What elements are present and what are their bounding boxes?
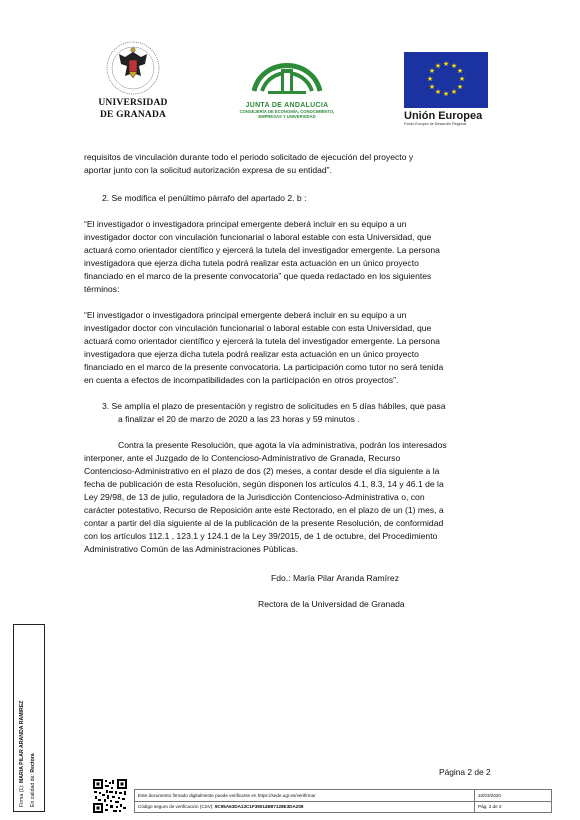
ugr-name-line2: DE GRANADA (99, 110, 167, 120)
final-paragraph-line: Administrativo Común de las Administraciones Públicas. (84, 544, 298, 554)
quote-1-line: actuará como orientador científico y ejercerá la tutela del investigador emergente. La persona (84, 245, 440, 255)
final-paragraph-line: Ley 29/98, de 13 de julio, reguladora de la Jurisdicción Contencioso-Administrativa o, con (84, 492, 425, 502)
svg-text:★: ★ (458, 75, 466, 83)
calidad-line (30, 753, 36, 807)
svg-text:★: ★ (428, 67, 436, 75)
verification-footer (134, 789, 552, 813)
final-paragraph-line: interponer, ante el Juzgado de lo Contencioso-Administrativo de Granada, Recurso (84, 453, 401, 463)
final-paragraph-line: Contencioso-Administrativo en el plazo de dos (2) meses, a contar desde el día siguiente a la (84, 466, 440, 476)
quote-1-line: investigadora que ejerza dicha tutela podrá realizar esta actuación en un único proyecto (84, 258, 419, 268)
quote-2-line: investigadora que ejerza dicha tutela podrá realizar esta actuación en un único proyecto (84, 349, 419, 359)
final-paragraph-line: carácter potestativo, Recurso de Reposición ante este Rectorado, en el plazo de un (1) mes, a (84, 505, 444, 515)
signature-role: Rectora de la Universidad de Granada (258, 599, 405, 609)
quote-1-line: “El investigador o investigadora principal emergente deberá incluir en su equipo a un (84, 219, 407, 229)
csv-value: 9C95A63DA13C1F39014B87128E3DA208 (214, 804, 304, 809)
quote-1-line: términos: (84, 284, 120, 294)
verify-text: Este documento firmado digitalmente puede verificarse en https://sede.ugr.es/verifirma/ (135, 790, 475, 801)
signature-side-stamp (13, 624, 45, 812)
svg-text:★: ★ (442, 90, 450, 98)
final-paragraph-line: fecha de publicación de esta Resolución, según disponen los artículos 4.1, 8.3, 14 y 46.1 de la (84, 479, 444, 489)
junta-andalucia-logo (232, 51, 342, 125)
firma-name: MARIA PILAR ARANDA RAMIREZ (19, 700, 25, 784)
eu-subtitle: Fondo Europeo de Desarrollo Regional (404, 122, 467, 126)
svg-text:★: ★ (450, 88, 458, 96)
page-number: Página 2 de 2 (439, 767, 491, 777)
eu-title: Unión Europea (404, 110, 483, 122)
quote-1-line: financiado en el marco de la presente convocatoria” que queda redactado en los siguientes (84, 271, 432, 281)
quote-2-line: en cuenta a efectos de incompatibilidades con la participación en otros proyectos”. (84, 375, 399, 385)
svg-text:★: ★ (442, 60, 450, 68)
quote-2-line: “El investigador o investigadora principal emergente deberá incluir en su equipo a un (84, 310, 407, 320)
eu-logo (404, 52, 490, 132)
ugr-name-line1: UNIVERSIDAD (98, 98, 168, 108)
svg-text:★: ★ (428, 83, 436, 91)
final-paragraph-line: con los artículos 112.1 , 123.1 y 124.1 de la Ley 39/2015, de 1 de octubre, del Procedimiento (84, 531, 438, 541)
svg-text:★: ★ (426, 75, 434, 83)
final-paragraph-line: contar a partir del día siguiente al de la publicación de la presente Resolución, de conformidad (84, 518, 444, 528)
junta-emblem-icon (248, 51, 326, 99)
item-2-heading: 2. Se modifica el penúltimo párrafo del apartado 2. b : (102, 193, 307, 203)
firma-label: Firma (1): (19, 784, 25, 807)
svg-text:★: ★ (456, 83, 464, 91)
paragraph-0-line2: aportar junto con la solicitud autorización expresa de su entidad”. (84, 165, 332, 175)
svg-text:★: ★ (456, 67, 464, 75)
signature-name: Fdo.: María Pilar Aranda Ramírez (271, 573, 399, 583)
footer-page: Pág. 2 de 2 (478, 804, 502, 809)
svg-text:★: ★ (434, 88, 442, 96)
svg-text:★: ★ (434, 62, 442, 70)
footer-date: 10/03/2020 (478, 793, 501, 798)
final-paragraph-line: Contra la presente Resolución, que agota la vía administrativa, podrán los interesados (118, 440, 447, 450)
footer-row (135, 801, 551, 812)
calidad-value: Rectora (30, 753, 36, 773)
paragraph-0-line1: requisitos de vinculación durante todo el periodo solicitado de ejecución del proyecto y (84, 152, 414, 162)
junta-title: JUNTA DE ANDALUCIA (245, 102, 329, 109)
item-3-line1: 3. Se amplía el plazo de presentación y registro de solicitudes en 5 días hábiles, que pasa (102, 401, 446, 411)
quote-2-line: financiado en el marco de la presente convocatoria. La participación como tutor no será tenida (84, 362, 444, 372)
calidad-label: En calidad de: (30, 774, 36, 807)
qr-code-icon (93, 779, 127, 813)
csv-cell (135, 801, 475, 812)
svg-text:★: ★ (450, 62, 458, 70)
quote-2-line: actuará como orientador científico y ejercerá la tutela del investigador emergente. La persona (84, 336, 440, 346)
junta-sub-line1: CONSEJERÍA DE ECONOMÍA, CONOCIMIENTO, (239, 109, 335, 114)
ugr-logo (88, 40, 178, 120)
eu-flag-icon (404, 52, 488, 108)
csv-label: Código seguro de verificación (CSV): (138, 804, 214, 809)
junta-sub-line2: EMPRESAS Y UNIVERSIDAD (258, 114, 316, 119)
ugr-crest-icon (105, 40, 161, 96)
firma-line (19, 701, 25, 807)
quote-1-line: investigador doctor con vinculación funcionarial o laboral estable con esta Universidad, que (84, 232, 432, 242)
item-3-line2: a finalizar el 20 de marzo de 2020 a las 23 horas y 59 minutos . (118, 414, 360, 424)
quote-2-line: investigador doctor con vinculación funcionarial o laboral estable con esta Universidad, que (84, 323, 432, 333)
